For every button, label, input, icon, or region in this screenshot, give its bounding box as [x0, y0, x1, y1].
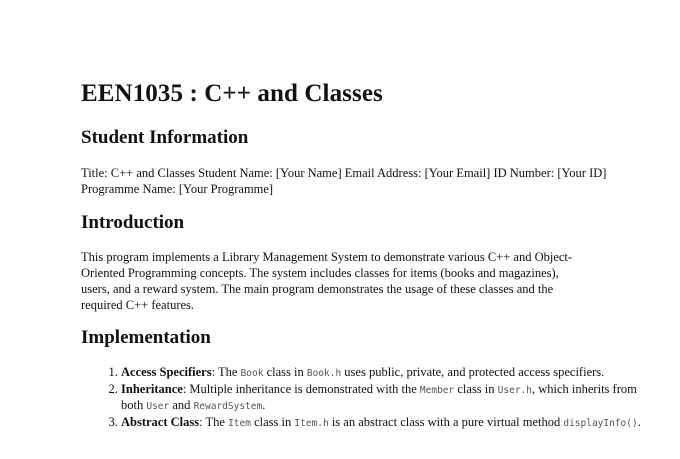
- inline-code: Book: [240, 368, 264, 379]
- list-item-term: Abstract Class: [121, 414, 200, 429]
- inline-code: Item.h: [294, 417, 329, 429]
- list-item-text: , which inherits from both: [121, 381, 637, 412]
- list-item-term: Inheritance: [121, 381, 183, 396]
- student-information-text: Title: C++ and Classes Student Name: [Your Name] Email Address: [Your Email] ID Number: [Your ID] Programme Name: [Your Programme]: [81, 166, 607, 196]
- list-item-text: : Multiple inheritance is demonstrated with the: [182, 381, 420, 396]
- list-item-term: Access Specifiers: [121, 365, 212, 379]
- inline-code: RewardSystem: [193, 401, 263, 412]
- inline-code: Item: [228, 417, 251, 429]
- introduction-text: This program implements a Library Management System to demonstrate various C++ and Object-Oriented Programming concepts. The system includes classes for items (books and magazines), users, and a reward system. The main program demonstrates the usage of these classes and the required C++ features.: [81, 250, 573, 312]
- list-item-text: : The: [199, 414, 229, 429]
- list-item-text: uses public, private, and protected access specifiers.: [341, 365, 605, 379]
- student-information-heading: Student Information: [81, 127, 249, 148]
- list-item-inheritance: [121, 382, 641, 415]
- list-item-text: and: [169, 398, 194, 412]
- implementation-heading: Implementation: [81, 327, 211, 348]
- list-item-abstract-class: [121, 415, 641, 432]
- list-item-text: .: [262, 398, 266, 412]
- list-item-text: class in: [263, 365, 307, 379]
- inline-code: User: [146, 401, 170, 412]
- inline-code: Member: [419, 384, 455, 396]
- list-item-text: class in: [250, 414, 295, 429]
- list-item-text: class in: [454, 381, 498, 396]
- inline-code: Book.h: [306, 368, 342, 379]
- list-item-text: : The: [211, 365, 241, 379]
- list-item-text: .: [637, 414, 641, 429]
- document-title: EEN1035 : C++ and Classes: [81, 80, 383, 107]
- introduction-heading: Introduction: [81, 212, 185, 233]
- list-item-text: is an abstract class with a pure virtual method: [328, 414, 564, 429]
- implementation-list: [81, 365, 641, 431]
- inline-code: displayInfo(): [563, 417, 638, 429]
- inline-code: User.h: [497, 384, 532, 396]
- list-item-access-specifiers: [121, 365, 641, 382]
